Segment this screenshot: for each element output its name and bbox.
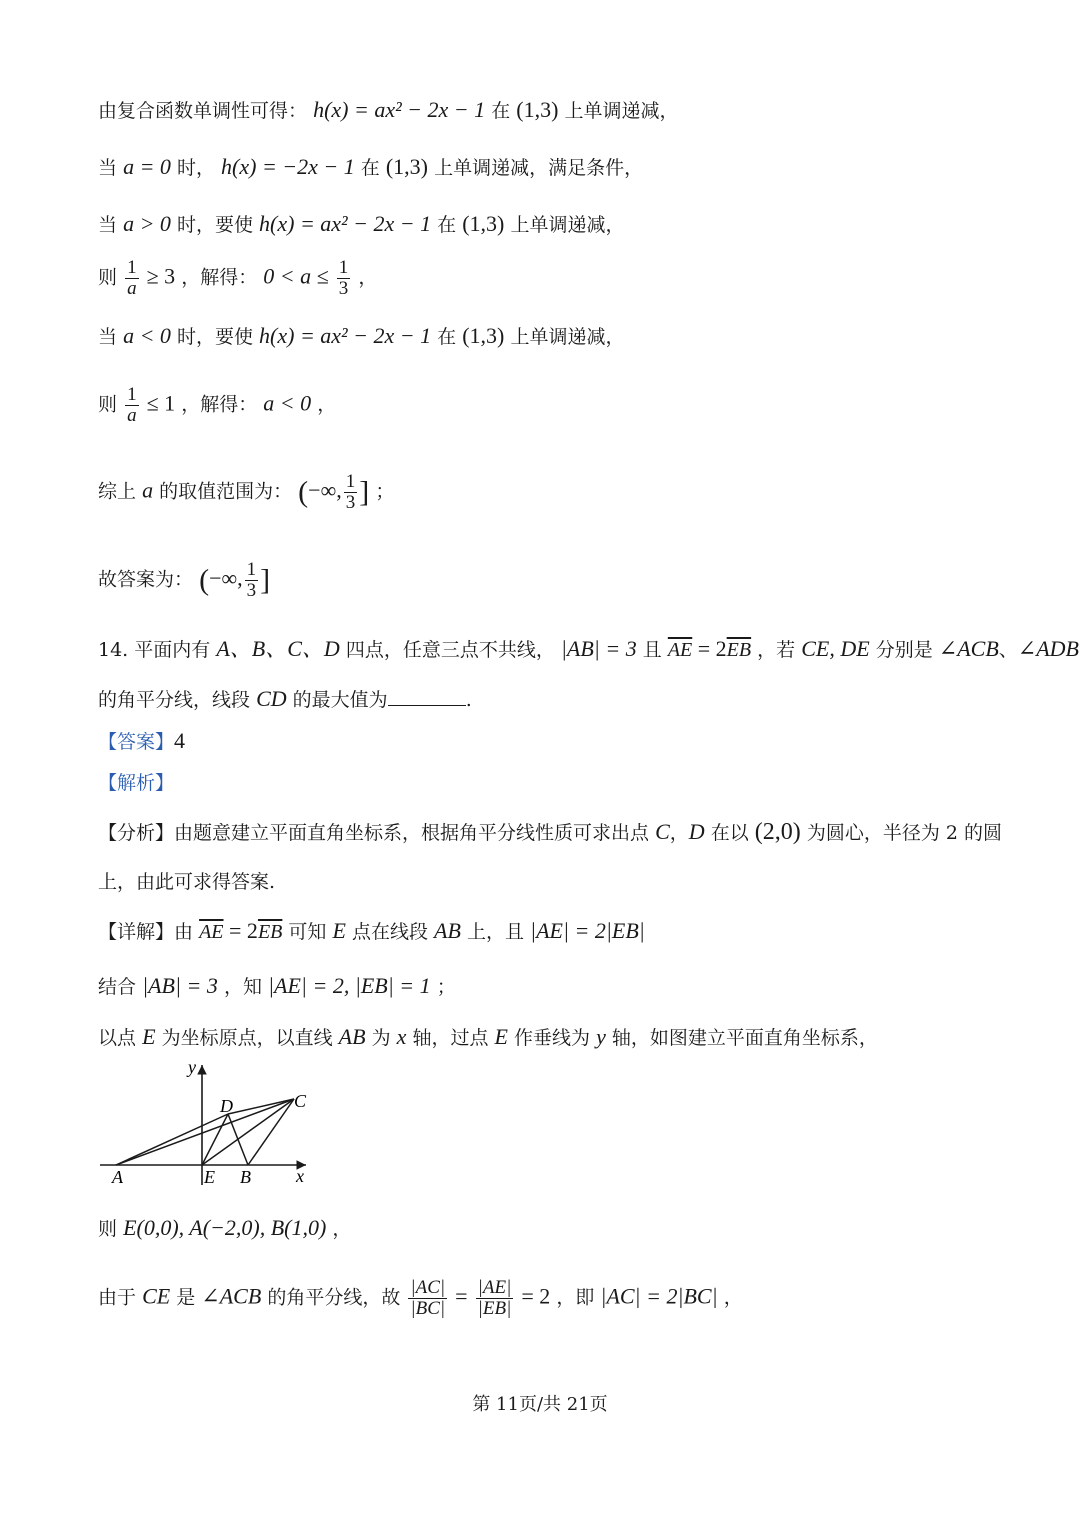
text: ，	[723, 1286, 743, 1309]
equals: =	[455, 1283, 468, 1309]
condition: a > 0	[123, 211, 171, 236]
ze-line	[98, 1214, 351, 1243]
text: ；	[375, 480, 395, 503]
fenxi-tag: 【分析】	[98, 822, 175, 844]
solution-line-2	[98, 153, 643, 182]
vector: $\overline{EB}$	[257, 921, 283, 943]
text: ，	[317, 393, 337, 416]
point: C	[655, 819, 670, 844]
solution-line-6	[98, 385, 336, 426]
text: ，	[358, 266, 378, 289]
analysis-line	[98, 769, 174, 797]
text: ，	[332, 1218, 352, 1240]
text: 故答案为：	[98, 568, 194, 591]
text: 为圆心，半径为 2 的圆	[806, 822, 1002, 844]
denominator: 3	[246, 580, 257, 601]
fraction	[245, 560, 259, 601]
text: ，若	[757, 639, 796, 661]
text: 在以	[710, 822, 749, 844]
numerator: |AC|	[410, 1277, 446, 1298]
point: E	[142, 1024, 156, 1049]
fenxi-line-2	[98, 868, 275, 896]
text: 由复合函数单调性可得：	[98, 100, 308, 122]
denominator: |BC|	[410, 1298, 446, 1319]
interval: (1,3)	[516, 97, 559, 122]
formula: h(x) = ax² − 2x − 1	[313, 97, 486, 122]
text: 、	[998, 639, 1018, 661]
text: ，即	[556, 1286, 595, 1309]
formula: = 2	[692, 636, 727, 661]
solution-line-5	[98, 322, 624, 351]
text: 上单调递减，	[510, 214, 625, 236]
text: 轴，如图建立平面直角坐标系，	[611, 1027, 878, 1049]
interval: (1,3)	[462, 211, 505, 236]
point: E	[332, 918, 346, 943]
vector: $\overline{AE}$	[667, 639, 693, 661]
text: 在	[491, 100, 511, 122]
center-point: (2,0)	[754, 819, 801, 845]
solution-line-3	[98, 210, 624, 239]
label-y: y	[188, 1057, 196, 1077]
text: 由	[174, 921, 194, 943]
answer-value: 4	[174, 728, 186, 753]
condition: a < 0	[123, 323, 171, 348]
segment: CE	[142, 1283, 171, 1309]
numerator: 1	[127, 384, 137, 405]
text: 四点，任意三点不共线，	[345, 639, 555, 661]
interval-inner: −∞,	[308, 477, 342, 503]
text: 则	[98, 1218, 118, 1240]
text: 在	[360, 157, 380, 179]
left-paren: (	[298, 475, 309, 509]
answer-blank	[388, 687, 466, 706]
inequality: 0 < a ≤	[263, 263, 329, 289]
text: 的角平分线，线段	[98, 689, 251, 711]
denominator: a	[127, 278, 137, 299]
left-paren: (	[199, 563, 210, 597]
label-D: D	[220, 1096, 233, 1116]
solution-line-7	[98, 472, 394, 513]
label-B: B	[240, 1167, 251, 1187]
text: 上单调递减，	[510, 326, 625, 348]
label-x: x	[296, 1166, 304, 1186]
text: 当	[98, 157, 118, 179]
segment: AB	[338, 1024, 366, 1049]
segment-AD	[116, 1114, 228, 1165]
right-bracket: ]	[260, 563, 271, 597]
segment: CD	[256, 686, 287, 711]
variable: a	[142, 477, 154, 503]
formula: |AE| = 2|EB|	[530, 918, 645, 943]
text: 的取值范围为：	[159, 480, 293, 503]
text: 在	[437, 326, 457, 348]
text: ，知	[223, 976, 262, 998]
points: A、B、C、D	[216, 636, 340, 661]
numerator: |AE|	[477, 1277, 512, 1298]
label-E: E	[204, 1167, 215, 1187]
segment-ED	[202, 1114, 228, 1165]
axis-name: x	[396, 1024, 407, 1049]
question-14-line-1	[98, 635, 1079, 664]
text: 时，要使	[176, 214, 253, 236]
denominator: 3	[338, 278, 349, 299]
angle: ∠ACB	[938, 636, 999, 661]
question-14-line-2	[98, 685, 472, 714]
analysis-tag: 【解析】	[98, 772, 175, 794]
formula: h(x) = ax² − 2x − 1	[259, 211, 432, 236]
text: 当	[98, 214, 118, 236]
angle: ∠ACB	[201, 1283, 262, 1309]
xiangjie-tag: 【详解】	[98, 921, 175, 943]
solution-line-1	[98, 96, 678, 125]
text: 时，要使	[176, 326, 253, 348]
vector: $\overline{EB}$	[726, 639, 752, 661]
segments: CE, DE	[801, 636, 870, 661]
fraction	[125, 258, 139, 299]
fraction	[337, 258, 351, 299]
coordinate-diagram	[96, 1055, 326, 1190]
segment-CB	[248, 1099, 294, 1165]
xiangjie-line	[98, 917, 645, 946]
text: 作垂线为	[514, 1027, 591, 1049]
denominator: a	[127, 405, 137, 426]
fenxi-line-1	[98, 818, 1002, 847]
fraction	[125, 385, 139, 426]
page-footer: 第 11页/共 21页	[472, 1394, 608, 1415]
text: 则	[98, 266, 118, 289]
youyu-line	[98, 1278, 743, 1319]
text: 14. 平面内有	[98, 639, 211, 661]
numerator: 1	[127, 257, 137, 278]
text: 上单调递减，满足条件，	[434, 157, 644, 179]
inequality: a < 0	[263, 390, 312, 416]
text: 点在线段	[351, 921, 428, 943]
text: 为	[371, 1027, 391, 1049]
text: 综上	[98, 480, 137, 503]
interval-inner: −∞,	[209, 565, 243, 591]
formula: |AB| = 3	[560, 636, 637, 661]
interval: (1,3)	[385, 154, 429, 179]
solution-line-8	[98, 560, 270, 601]
text: 轴，过点	[412, 1027, 489, 1049]
text: 由于	[98, 1286, 137, 1309]
text: 上单调递减，	[564, 100, 679, 122]
numerator: 1	[338, 257, 349, 278]
segment: AB	[434, 918, 461, 943]
text: 可知	[288, 921, 327, 943]
fraction	[344, 472, 358, 513]
formula: h(x) = −2x − 1	[221, 154, 355, 179]
text: 是	[176, 1286, 196, 1309]
label-A: A	[112, 1167, 123, 1187]
text: .	[465, 689, 472, 711]
label-C: C	[294, 1091, 307, 1111]
text: 则	[98, 393, 118, 416]
numerator: 1	[246, 559, 257, 580]
condition: a = 0	[123, 154, 171, 179]
angle: ∠ADB	[1017, 636, 1079, 661]
interval: (1,3)	[462, 323, 505, 348]
text: 时，	[176, 157, 215, 179]
inequality: ≥ 3	[146, 263, 176, 289]
text: 在	[437, 214, 457, 236]
text: ，解得：	[181, 393, 258, 416]
text: 当	[98, 326, 118, 348]
fraction	[476, 1278, 514, 1319]
fraction	[408, 1278, 447, 1319]
right-bracket: ]	[359, 475, 370, 509]
numerator: 1	[345, 471, 356, 492]
coord-line	[98, 1023, 878, 1052]
formula: |AE| = 2, |EB| = 1	[268, 973, 431, 998]
text: 的最大值为	[292, 689, 388, 711]
text: 以点	[98, 1027, 137, 1049]
point: E	[494, 1024, 508, 1049]
jiehe-line	[98, 972, 456, 1001]
text: 结合	[98, 976, 137, 998]
axis-name: y	[596, 1024, 606, 1049]
formula: = 2	[223, 918, 258, 943]
segment-AC	[116, 1099, 294, 1165]
text: 上，且	[466, 921, 524, 943]
text: 分别是	[875, 639, 933, 661]
text: ；	[436, 976, 456, 998]
text: 由题意建立平面直角坐标系，根据角平分线性质可求出点	[174, 822, 650, 844]
text: 为坐标原点，以直线	[161, 1027, 333, 1049]
text: ，解得：	[181, 266, 258, 289]
denominator: 3	[345, 492, 356, 513]
denominator: |EB|	[477, 1298, 512, 1319]
formula: |AC| = 2|BC|	[600, 1283, 718, 1309]
formula: h(x) = ax² − 2x − 1	[259, 323, 432, 348]
answer-tag: 【答案】	[98, 731, 175, 753]
formula: |AB| = 3	[142, 973, 218, 998]
text: ，	[669, 822, 689, 844]
answer-line	[98, 727, 185, 756]
coordinates: E(0,0), A(−2,0), B(1,0)	[123, 1215, 327, 1240]
formula: = 2	[521, 1283, 551, 1309]
inequality: ≤ 1	[146, 390, 176, 416]
solution-line-4	[98, 258, 377, 299]
text: 的角平分线，故	[267, 1286, 401, 1309]
text: 且	[642, 639, 662, 661]
point: D	[688, 819, 705, 844]
text: 上，由此可求得答案.	[98, 871, 276, 893]
vector: $\overline{AE}$	[199, 921, 224, 943]
